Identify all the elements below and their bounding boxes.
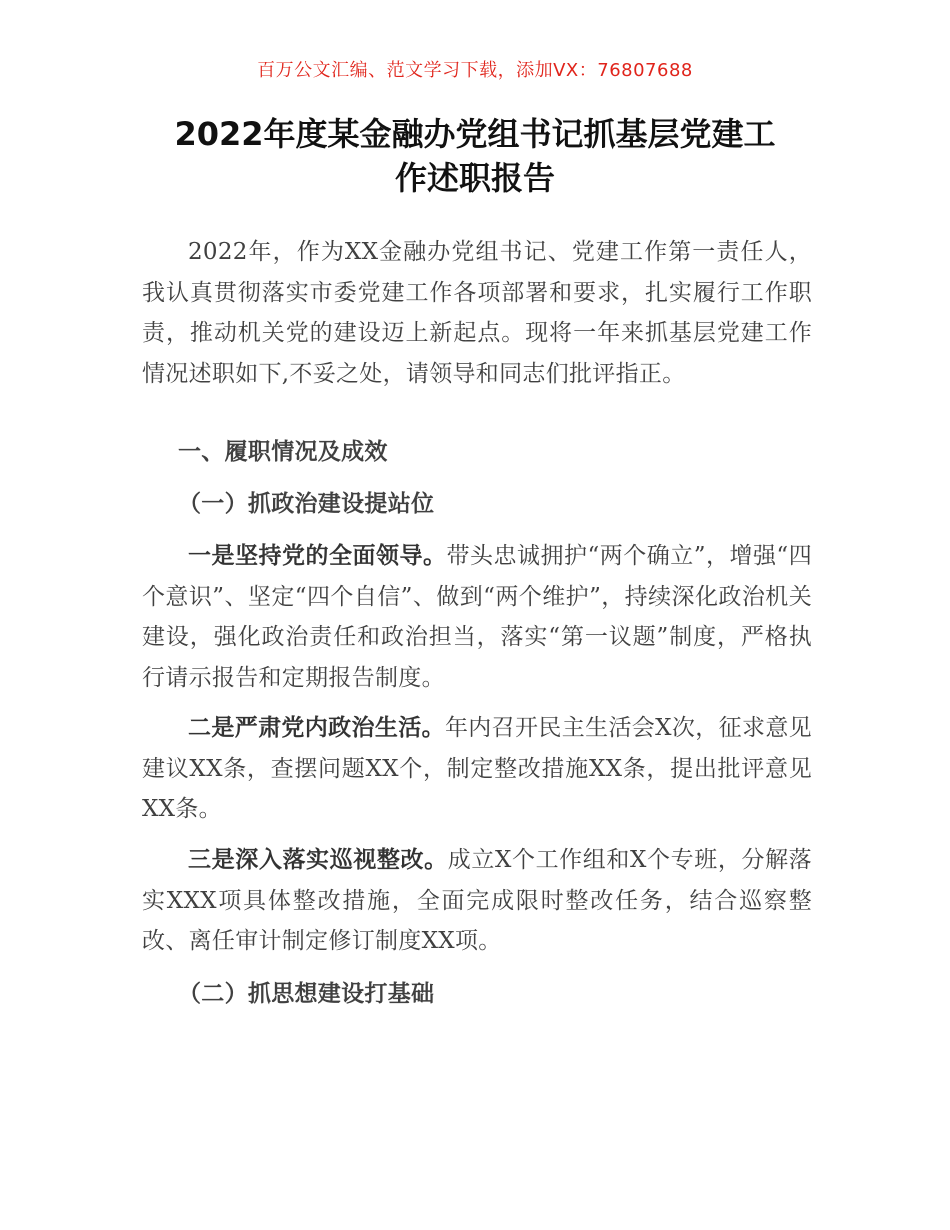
item-3-lead: 三是深入落实巡视整改。	[188, 847, 448, 873]
item-3-paragraph	[142, 840, 812, 962]
item-2-text: 年内召开民主生活会X次，征求意见建议XX条，查摆问题XX个，制定整改措施XX条，提出批评意见XX条。	[142, 715, 812, 822]
item-1-text: 带头忠诚拥护“两个确立”，增强“四个意识”、坚定“四个自信”、做到“两个维护”，持续深化政治机关建设，强化政治责任和政治担当，落实“第一议题”制度，严格执行请示报告和定期报告制度。	[142, 543, 812, 691]
watermark-banner: 百万公文汇编、范文学习下载，添加VX：76807688	[257, 60, 693, 81]
intro-paragraph-block	[142, 232, 812, 394]
subsection-2-heading: （二）抓思想建设打基础	[178, 981, 435, 1007]
subsection-heading-2	[142, 974, 812, 1015]
intro-paragraph: 2022年，作为XX金融办党组书记、党建工作第一责任人，我认真贯彻落实市委党建工作各项部署和要求，扎实履行工作职责，推动机关党的建设迈上新起点。现将一年来抓基层党建工作情况述职如下,不妥之处，请领导和同志们批评指正。	[142, 239, 812, 387]
item-1-lead: 一是坚持党的全面领导。	[188, 543, 447, 569]
item-1-paragraph	[142, 536, 812, 698]
document-title	[140, 112, 810, 200]
item-3-text: 成立X个工作组和X个专班，分解落实XXX项具体整改措施，全面完成限时整改任务，结合巡察整改、离任审计制定修订制度XX项。	[142, 847, 812, 954]
item-2-paragraph	[142, 708, 812, 830]
subsection-1-heading: （一）抓政治建设提站位	[178, 491, 435, 517]
item-paragraph-3	[142, 840, 812, 962]
title-line-1: 2022年度某金融办党组书记抓基层党建工	[174, 115, 776, 153]
item-paragraph-2	[142, 708, 812, 830]
subsection-heading	[142, 484, 812, 525]
item-paragraph-1	[142, 536, 812, 698]
section-heading	[142, 432, 812, 473]
item-2-lead: 二是严肃党内政治生活。	[188, 715, 445, 741]
section-1-heading: 一、履职情况及成效	[178, 439, 388, 465]
title-line-2: 作述职报告	[394, 159, 555, 197]
